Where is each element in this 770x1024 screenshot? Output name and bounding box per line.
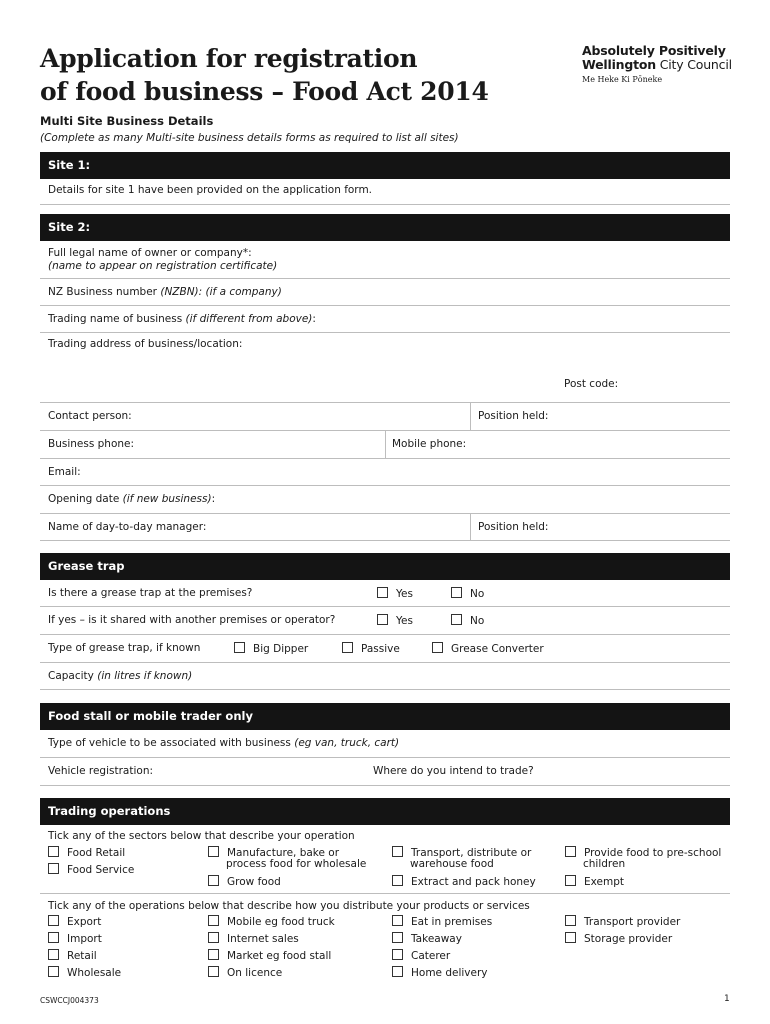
grease-q2-yes[interactable]: [377, 614, 413, 627]
checkbox-icon[interactable]: [48, 932, 59, 943]
yes-label: Yes: [396, 615, 413, 627]
vehicle-type-text: Type of vehicle to be associated with business: [48, 737, 295, 749]
op-export[interactable]: [48, 915, 101, 928]
yes-label: Yes: [396, 588, 413, 600]
checkbox-icon[interactable]: [48, 949, 59, 960]
grease-type-passive[interactable]: [342, 642, 400, 655]
op-internet-sales[interactable]: [208, 932, 299, 945]
title-line-1: Application for registration: [40, 44, 418, 73]
form-code: CSWCCJ004373: [40, 996, 99, 1005]
opening-date-note: (if new business): [122, 493, 212, 505]
grease-type-row: [40, 635, 730, 663]
form-subnote: (Complete as many Multi-site business details forms as required to list all sites): [40, 132, 459, 144]
manager-label: Name of day-to-day manager:: [48, 521, 207, 533]
checkbox-icon[interactable]: [208, 846, 219, 857]
form-subtitle: Multi Site Business Details: [40, 114, 214, 128]
checkbox-icon[interactable]: [451, 614, 462, 625]
manufacture-label-1: Manufacture, bake or: [227, 847, 340, 859]
op-label: Takeaway: [411, 933, 462, 945]
op-on-licence[interactable]: [208, 966, 282, 979]
opening-date-label: [48, 493, 215, 505]
page-title: [40, 42, 489, 108]
business-phone-label: Business phone:: [48, 438, 135, 450]
opening-date-colon: :: [211, 493, 216, 505]
site2-section: [40, 214, 730, 541]
site2-heading: Site 2:: [40, 214, 730, 241]
mobile-phone-label: Mobile phone:: [392, 438, 467, 450]
grease-trap-heading: Grease trap: [40, 553, 730, 580]
op-transport-provider[interactable]: [565, 915, 680, 928]
nzbn-label-note: (NZBN): (if a company): [160, 286, 282, 298]
no-label: No: [470, 588, 485, 600]
checkbox-icon[interactable]: [208, 875, 219, 886]
checkbox-icon[interactable]: [48, 846, 59, 857]
site1-section: [40, 152, 730, 205]
grease-converter-label: Grease Converter: [451, 643, 544, 655]
food-stall-heading: Food stall or mobile trader only: [40, 703, 730, 730]
capacity-label: [48, 670, 192, 682]
op-caterer[interactable]: [392, 949, 450, 962]
position-held-2-label: Position held:: [478, 521, 549, 533]
manufacture-label-2: process food for wholesale: [226, 858, 367, 870]
capacity-field[interactable]: [40, 663, 730, 690]
op-label: Eat in premises: [411, 916, 493, 928]
checkbox-icon[interactable]: [565, 932, 576, 943]
grease-q2-row: [40, 607, 730, 635]
logo-line-1: Absolutely Positively: [582, 43, 726, 58]
nzbn-label: [48, 286, 282, 298]
trading-address-label: Trading address of business/location:: [48, 338, 243, 350]
checkbox-icon[interactable]: [392, 966, 403, 977]
email-field[interactable]: [40, 459, 730, 486]
checkbox-icon[interactable]: [392, 846, 403, 857]
trading-name-note: (if different from above): [185, 313, 313, 325]
trading-name-field[interactable]: [40, 306, 730, 333]
trading-name-label: [48, 313, 316, 325]
no-label: No: [470, 615, 485, 627]
extract-honey-label: Extract and pack honey: [411, 876, 536, 888]
sector-food-service[interactable]: [48, 863, 134, 876]
page-number: 1: [724, 994, 730, 1004]
email-label: Email:: [48, 466, 81, 478]
operations-intro: Tick any of the operations below that describe how you distribute your products or services: [48, 900, 530, 912]
position-held-label: Position held:: [478, 410, 549, 422]
site1-row: [40, 179, 730, 205]
opening-date-field[interactable]: [40, 486, 730, 514]
food-stall-section: [40, 703, 730, 786]
food-service-label: Food Service: [67, 864, 135, 876]
trading-operations-heading: Trading operations: [40, 798, 730, 825]
checkbox-icon[interactable]: [451, 587, 462, 598]
op-label: Import: [67, 933, 102, 945]
op-retail[interactable]: [48, 949, 97, 962]
where-trade-label: Where do you intend to trade?: [373, 765, 534, 777]
site1-heading: Site 1:: [40, 152, 730, 179]
operations-group: [40, 894, 730, 982]
checkbox-icon[interactable]: [48, 966, 59, 977]
contact-row: [40, 403, 730, 431]
checkbox-icon[interactable]: [208, 949, 219, 960]
sectors-intro: Tick any of the sectors below that describe your operation: [48, 830, 355, 842]
trading-operations-section: [40, 798, 730, 982]
logo-wellington: Wellington: [582, 57, 656, 72]
checkbox-icon[interactable]: [208, 915, 219, 926]
vehicle-type-note: (eg van, truck, cart): [294, 737, 400, 749]
manager-row: [40, 514, 730, 541]
grease-type-converter[interactable]: [432, 642, 544, 655]
title-line-2: of food business – Food Act 2014: [40, 77, 489, 106]
op-label: Market eg food stall: [227, 950, 332, 962]
op-label: Storage provider: [584, 933, 673, 945]
phone-row: [40, 431, 730, 459]
checkbox-icon[interactable]: [208, 966, 219, 977]
preschool-label-1: Provide food to pre-school: [584, 847, 722, 859]
site1-text: Details for site 1 have been provided on the application form.: [48, 184, 373, 196]
checkbox-icon[interactable]: [48, 915, 59, 926]
trading-address-field[interactable]: [40, 333, 730, 403]
legal-name-label: Full legal name of owner or company*:: [48, 247, 252, 259]
trading-name-colon: :: [312, 313, 316, 325]
op-wholesale[interactable]: [48, 966, 121, 979]
contact-divider: [470, 403, 471, 430]
capacity-note: (in litres if known): [97, 670, 193, 682]
trading-name-text: Trading name of business: [48, 313, 186, 325]
checkbox-icon[interactable]: [392, 932, 403, 943]
exempt-label: Exempt: [584, 876, 624, 888]
op-import[interactable]: [48, 932, 102, 945]
op-label: Transport provider: [584, 916, 681, 928]
phone-divider: [385, 431, 386, 458]
contact-person-label: Contact person:: [48, 410, 132, 422]
sector-extract-honey[interactable]: [392, 875, 536, 888]
nzbn-label-text: NZ Business number: [48, 286, 161, 298]
op-takeaway[interactable]: [392, 932, 462, 945]
checkbox-icon[interactable]: [432, 642, 443, 653]
op-label: Export: [67, 916, 102, 928]
checkbox-icon[interactable]: [392, 875, 403, 886]
council-logo: [582, 44, 732, 84]
grease-q1-yes[interactable]: [377, 587, 413, 600]
opening-date-text: Opening date: [48, 493, 123, 505]
logo-tagline: Me Heke Ki Pōneke: [582, 75, 663, 84]
vehicle-registration-label: Vehicle registration:: [48, 765, 154, 777]
op-storage-provider[interactable]: [565, 932, 672, 945]
logo-city-council: City Council: [655, 57, 732, 72]
grease-q1-no[interactable]: [451, 587, 484, 600]
sector-food-retail[interactable]: [48, 846, 125, 859]
grease-q2-no[interactable]: [451, 614, 484, 627]
legal-name-field[interactable]: [40, 241, 730, 279]
food-retail-label: Food Retail: [67, 847, 126, 859]
op-home-delivery[interactable]: [392, 966, 488, 979]
op-label: Retail: [67, 950, 97, 962]
checkbox-icon[interactable]: [342, 642, 353, 653]
grease-q1-row: [40, 580, 730, 607]
op-label: Mobile eg food truck: [227, 916, 335, 928]
sector-grow-food[interactable]: [208, 875, 281, 888]
grow-food-label: Grow food: [227, 876, 281, 888]
checkbox-icon[interactable]: [565, 846, 576, 857]
grease-type-label: Type of grease trap, if known: [48, 642, 201, 654]
preschool-label-2: children: [583, 858, 626, 870]
capacity-text: Capacity: [48, 670, 98, 682]
op-label: Caterer: [411, 950, 451, 962]
op-label: Internet sales: [227, 933, 299, 945]
post-code-label: Post code:: [564, 378, 619, 390]
manager-divider: [470, 514, 471, 540]
transport-label-1: Transport, distribute or: [411, 847, 532, 859]
logo-line-2: [582, 58, 732, 72]
checkbox-icon[interactable]: [234, 642, 245, 653]
op-label: Wholesale: [67, 967, 122, 979]
vehicle-row: [40, 758, 730, 786]
sectors-group: [40, 825, 730, 894]
op-market-stall[interactable]: [208, 949, 331, 962]
grease-trap-section: [40, 553, 730, 690]
checkbox-icon[interactable]: [392, 949, 403, 960]
op-eat-in[interactable]: [392, 915, 492, 928]
legal-name-note: (name to appear on registration certificate): [48, 260, 278, 272]
checkbox-icon[interactable]: [208, 932, 219, 943]
passive-label: Passive: [361, 643, 400, 655]
grease-type-big-dipper[interactable]: [234, 642, 308, 655]
vehicle-type-label: [48, 737, 399, 749]
transport-label-2: warehouse food: [410, 858, 494, 870]
checkbox-icon[interactable]: [377, 614, 388, 625]
checkbox-icon[interactable]: [377, 587, 388, 598]
nzbn-field[interactable]: [40, 279, 730, 306]
checkbox-icon[interactable]: [392, 915, 403, 926]
checkbox-icon[interactable]: [565, 915, 576, 926]
checkbox-icon[interactable]: [48, 863, 59, 874]
big-dipper-label: Big Dipper: [253, 643, 309, 655]
grease-q2-label: If yes – is it shared with another premises or operator?: [48, 614, 336, 626]
op-label: On licence: [227, 967, 283, 979]
vehicle-type-field[interactable]: [40, 730, 730, 758]
op-label: Home delivery: [411, 967, 488, 979]
grease-q1-label: Is there a grease trap at the premises?: [48, 587, 253, 599]
sector-exempt[interactable]: [565, 875, 624, 888]
op-mobile-food-truck[interactable]: [208, 915, 335, 928]
checkbox-icon[interactable]: [565, 875, 576, 886]
